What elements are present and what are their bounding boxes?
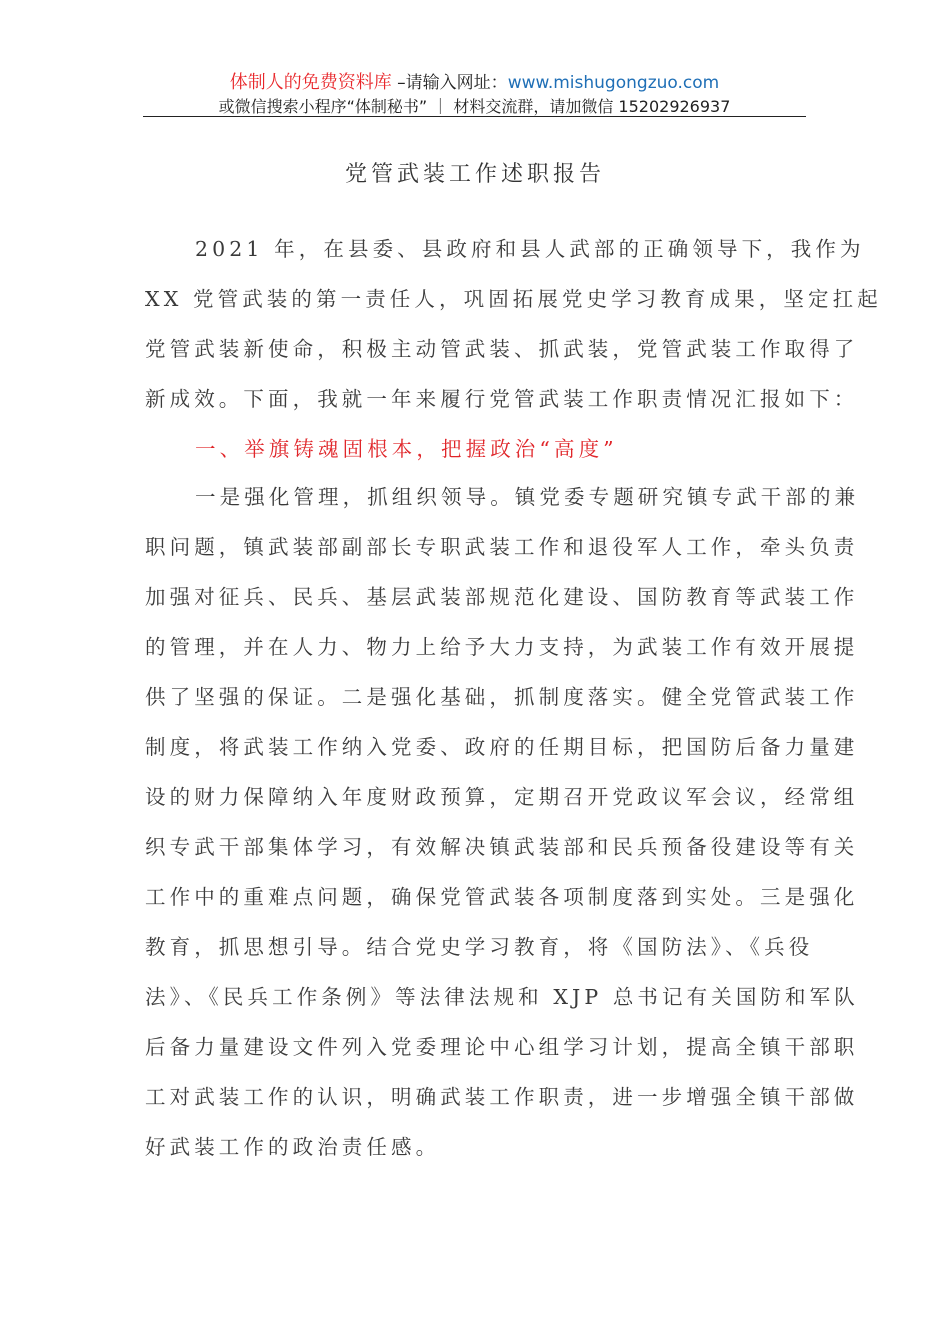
page-title: 党管武装工作述职报告 <box>344 162 605 187</box>
paragraph-line: 法》、《民兵工作条例》等法律法规和 XJP 总书记有关国防和军队 <box>145 985 859 1009</box>
paragraph-line: 加强对征兵、民兵、基层武装部规范化建设、国防教育等武装工作 <box>145 585 859 609</box>
paragraph-line: 新成效。下面，我就一年来履行党管武装工作职责情况汇报如下： <box>145 387 859 411</box>
brand-text: 体制人的免费资料库 <box>229 72 392 93</box>
header-line-2: 或微信搜索小程序“体制秘书” ｜ 材料交流群，请加微信 15202926937 <box>218 97 731 116</box>
paragraph-line: 好武装工作的政治责任感。 <box>145 1135 441 1159</box>
header-divider <box>143 116 806 117</box>
paragraph-line: 制度，将武装工作纳入党委、政府的任期目标，把国防后备力量建 <box>145 735 859 759</box>
url-prompt: –请输入网址： <box>391 73 508 93</box>
watermark-header <box>143 70 806 118</box>
paragraph-line: 织专武干部集体学习，有效解决镇武装部和民兵预备役建设等有关 <box>145 835 859 859</box>
paragraph-line: 工作中的重难点问题，确保党管武装各项制度落到实处。三是强化 <box>145 885 859 909</box>
header-line-1 <box>143 70 806 96</box>
paragraph-line: 2021 年，在县委、县政府和县人武部的正确领导下，我作为 <box>195 237 865 261</box>
paragraph-line: 职问题，镇武装部副部长专职武装工作和退役军人工作，牵头负责 <box>145 535 859 559</box>
paragraph-line: 党管武装新使命，积极主动管武装、抓武装，党管武装工作取得了 <box>145 337 859 361</box>
website-link[interactable]: www.mishugongzuo.com <box>507 73 720 93</box>
paragraph-line: 工对武装工作的认识，明确武装工作职责，进一步增强全镇干部做 <box>145 1085 859 1109</box>
paragraph-line: 后备力量建设文件列入党委理论中心组学习计划，提高全镇干部职 <box>145 1035 859 1059</box>
paragraph-line: 供了坚强的保证。二是强化基础，抓制度落实。健全党管武装工作 <box>145 685 859 709</box>
document-body <box>145 232 882 1180</box>
paragraph-line: 的管理，并在人力、物力上给予大力支持，为武装工作有效开展提 <box>145 635 859 659</box>
paragraph-line: XX 党管武装的第一责任人，巩固拓展党史学习教育成果，坚定扛起 <box>145 287 882 311</box>
section-heading: 一、举旗铸魂固根本，把握政治“高度” <box>195 437 618 461</box>
paragraph-line: 设的财力保障纳入年度财政预算，定期召开党政议军会议，经常组 <box>145 785 859 809</box>
paragraph-line: 教育，抓思想引导。结合党史学习教育，将《国防法》、《兵役 <box>145 935 814 959</box>
paragraph-line: 一是强化管理，抓组织领导。镇党委专题研究镇专武干部的兼 <box>195 485 860 509</box>
